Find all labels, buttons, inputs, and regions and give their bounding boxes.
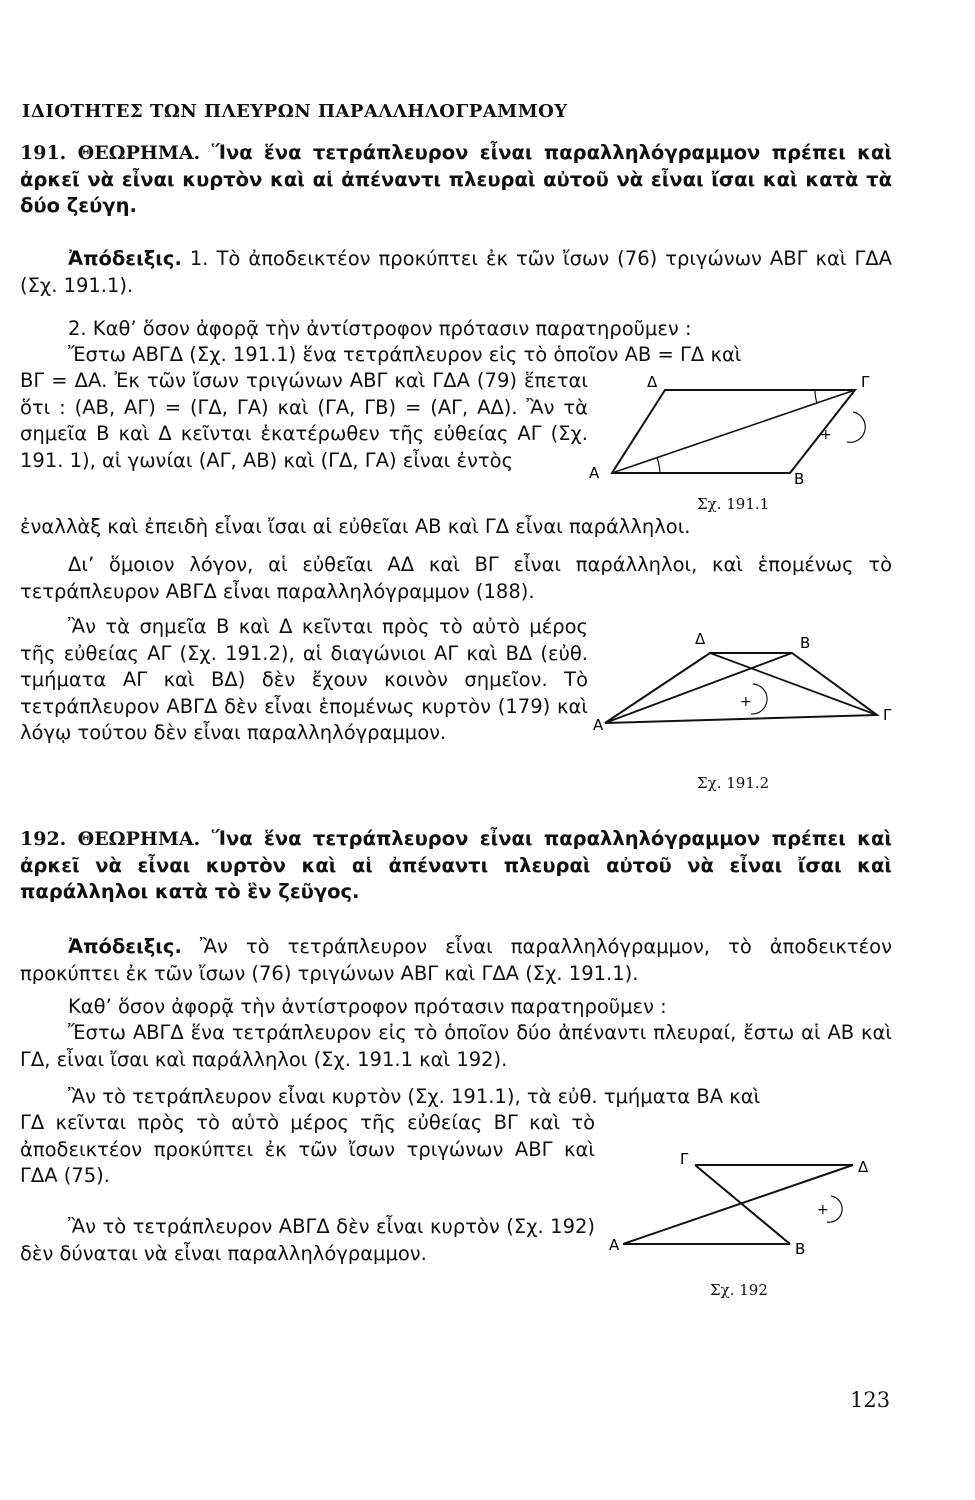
orientation-arrow-2 (751, 684, 767, 714)
proof-192-p3: Ἔστω ΑΒΓΔ ἕνα τετράπλευρον εἰς τὸ ὁποῖον δύο ἀπέναντι πλευραί, ἔστω αἱ ΑΒ καὶ ΓΔ, εἶναι ἴσαι καὶ παράλληλοι (Σχ. 191.1 καὶ 192). (20, 1021, 892, 1071)
figure-192 (605, 1150, 885, 1260)
label-g-2: Γ (883, 706, 892, 724)
theorem-191 (20, 140, 892, 220)
figure-191-2-caption: Σχ. 191.2 (697, 774, 770, 792)
label-b-3: Β (795, 1240, 806, 1258)
proof-191-step-2: 2. Καθ’ ὅσον ἀφορᾷ τὴν ἀντίστροφον πρότασιν παρατηροῦμεν : (68, 317, 692, 340)
angle-arc-a (657, 458, 660, 473)
theorem-192 (20, 826, 892, 906)
theorem-192-number: 192. (20, 828, 67, 850)
side-dg (710, 653, 877, 715)
side-ab (605, 653, 792, 723)
label-a: Α (589, 464, 600, 482)
orientation-arrow (847, 412, 865, 442)
figure-191-1 (585, 372, 885, 490)
label-a-2: Α (593, 716, 604, 730)
proof-191-p3a: Ἔστω ΑΒΓΔ (Σχ. 191.1) ἕνα τετράπλευρον εἰς τὸ ὁποῖον ΑΒ = ΓΔ καὶ (68, 343, 742, 366)
proof-192-p2: Καθ’ ὅσον ἀφορᾷ τὴν ἀντίστροφον πρότασιν παρατηροῦμεν : (68, 995, 667, 1018)
figure-191-2 (585, 630, 895, 730)
theorem-191-text: Ἵνα ἕνα τετράπλευρον εἶναι παραλληλόγραμμον πρέπει καὶ ἀρκεῖ νὰ εἶναι κυρτὸν καὶ αἱ ἀπέναντι πλευραὶ αὐτοῦ νὰ εἶναι ἴσαι καὶ κατὰ τὰ δύο ζεύγη. (20, 141, 892, 217)
orientation-sign: + (820, 427, 832, 443)
proof-191-p1: 1. Τὸ ἀποδεικτέον προκύπτει ἐκ τῶν ἴσων (76) τριγώνων ΑΒΓ καὶ ΓΔΑ (Σχ. 191.1). (20, 247, 893, 297)
proof-192-label: Ἀπόδειξις. (68, 935, 182, 958)
page-number: 123 (850, 1388, 891, 1412)
orientation-sign-3: + (817, 1202, 829, 1218)
proof-192-p4b: ΓΔ κεῖνται πρὸς τὸ αὐτὸ μέρος τῆς εὐθείας ΒΓ καὶ τὸ ἀποδεικτέον προκύπτει ἐκ τῶν ἴσων τριγώνων ΑΒΓ καὶ ΓΔΑ (75). (20, 1111, 595, 1187)
crossed-quadrilateral (605, 653, 877, 723)
label-d: Δ (647, 373, 658, 391)
label-d-2: Δ (695, 630, 706, 648)
label-d-3: Δ (858, 1158, 869, 1176)
figure-191-1-caption: Σχ. 191.1 (697, 495, 770, 513)
theorem-191-number: 191. (20, 142, 67, 164)
proof-191-p3c: ἐναλλὰξ καὶ ἐπειδὴ εἶναι ἴσαι αἱ εὐθεῖαι ΑΒ καὶ ΓΔ εἶναι παράλληλοι. (20, 515, 691, 538)
diagonal-ag (612, 390, 855, 473)
theorem-192-label: ΘΕΩΡΗΜΑ. (77, 828, 201, 850)
orientation-sign-2: + (740, 694, 752, 710)
proof-191-p4: Δι’ ὅμοιον λόγον, αἱ εὐθεῖαι ΑΔ καὶ ΒΓ εἶναι παράλληλοι, καὶ ἑπομένως τὸ τετράπλευρον ΑΒΓΔ εἶναι παραλληλόγραμμον (188). (20, 553, 892, 603)
proof-192-p1-text: Ἂν τὸ τετράπλευρον εἶναι παραλληλόγραμμον, τὸ ἀποδεικτέον προκύπτει ἐκ τῶν ἴσων (76) τριγώνων ΑΒΓ καὶ ΓΔΑ (Σχ. 191.1). (20, 935, 892, 985)
figure-192-caption: Σχ. 192 (710, 1281, 768, 1299)
label-a-3: Α (609, 1236, 620, 1254)
proof-191-label: Ἀπόδειξις. (68, 247, 182, 270)
proof-191-step-1 (20, 246, 892, 299)
proof-192-p5: Ἂν τὸ τετράπλευρον ΑΒΓΔ δὲν εἶναι κυρτὸν (Σχ. 192) δὲν δύναται νὰ εἶναι παραλληλόγραμμον. (20, 1215, 595, 1265)
label-b-2: Β (800, 634, 811, 652)
proof-191-p3b: ΒΓ = ΔΑ. Ἐκ τῶν ἴσων τριγώνων ΑΒΓ καὶ ΓΔΑ (79) ἕπεται ὅτι : (ΑΒ, ΑΓ) = (ΓΔ, ΓΑ) καὶ (ΓΑ, ΓΒ) = (ΑΓ, ΑΔ). Ἂν τὰ σημεῖα Β καὶ Δ κεῖνται ἑκατέρωθεν τῆς εὐθείας ΑΓ (Σχ. 191. 1), αἱ γωνίαι (ΑΓ, ΑΒ) καὶ (ΓΔ, ΓΑ) εἶναι ἐντὸς (20, 369, 588, 472)
section-heading: ΙΔΙΟΤΗΤΕΣ ΤΩΝ ΠΛΕΥΡΩΝ ΠΑΡΑΛΛΗΛΟΓΡΑΜΜΟΥ (22, 101, 568, 122)
label-b: Β (794, 470, 805, 488)
label-g-3: Γ (680, 1150, 689, 1168)
angle-arc-g (815, 390, 817, 403)
theorem-191-label: ΘΕΩΡΗΜΑ. (77, 142, 201, 164)
label-g: Γ (861, 373, 870, 391)
proof-192-p4a: Ἂν τὸ τετράπλευρον εἶναι κυρτὸν (Σχ. 191.1), τὰ εὐθ. τμήματα ΒΑ καὶ (68, 1085, 761, 1108)
side-gb (695, 1165, 790, 1244)
proof-191-p5: Ἂν τὰ σημεῖα Β καὶ Δ κεῖνται πρὸς τὸ αὐτὸ μέρος τῆς εὐθείας ΑΓ (Σχ. 191.2), αἱ διαγώνιοι ΑΓ καὶ ΒΔ (εὐθ. τμήματα ΑΓ καὶ ΒΔ) δὲν ἔχουν κοινὸν σημεῖον. Τὸ τετράπλευρον ΑΒΓΔ δὲν εἶναι ἑπομένως κυρτὸν (179) καὶ λόγῳ τούτου δὲν εἶναι παραλληλόγραμμον. (20, 615, 588, 744)
orientation-arrow-3 (827, 1196, 842, 1222)
proof-192-p1 (20, 934, 892, 987)
theorem-192-text: Ἵνα ἕνα τετράπλευρον εἶναι παραλληλόγραμμον πρέπει καὶ ἀρκεῖ νὰ εἶναι κυρτὸν καὶ αἱ ἀπέναντι πλευραὶ αὐτοῦ νὰ εἶναι ἴσαι καὶ παράλληλοι κατὰ τὸ ἓν ζεῦγος. (20, 827, 892, 903)
